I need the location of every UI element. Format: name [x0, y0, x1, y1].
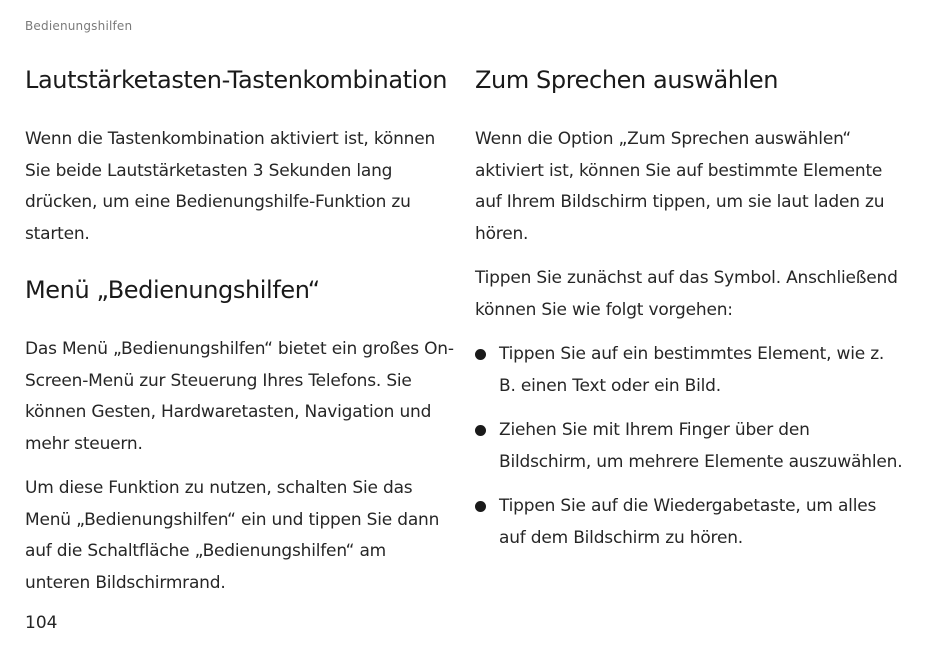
paragraph-accessibility-menu-usage: Um diese Funktion zu nutzen, schalten Sie das Menü „Bedienungshilfen“ ein und tippen Sie dann auf die Schaltfläche „Bedienungshilfen“ am unteren Bildschirmrand. — [25, 478, 440, 593]
section-header: Bedienungshilfen — [25, 19, 133, 33]
bullet-list — [475, 339, 905, 554]
list-item-text: Ziehen Sie mit Ihrem Finger über den Bildschirm, um mehrere Elemente auszuwählen. — [499, 420, 903, 472]
list-item — [475, 339, 905, 402]
paragraph-select-to-speak: Wenn die Option „Zum Sprechen auswählen“ aktiviert ist, können Sie auf bestimmte Elemente auf Ihrem Bildschirm tippen, um sie laut laden zu hören. — [475, 129, 885, 244]
paragraph-accessibility-menu: Das Menü „Bedienungshilfen“ bietet ein großes On-Screen-Menü zur Steuerung Ihres Telefons. Sie können Gesten, Hardwaretasten, Navigation und mehr steuern. — [25, 339, 454, 454]
paragraph-volume-shortcut: Wenn die Tastenkombination aktiviert ist, können Sie beide Lautstärketasten 3 Sekunden lang drücken, um eine Bedienungshilfe-Funktion zu starten. — [25, 129, 436, 244]
list-item-text: Tippen Sie auf die Wiedergabetaste, um alles auf dem Bildschirm zu hören. — [499, 496, 877, 548]
heading-volume-shortcut: Lautstärketasten-Tastenkombination — [25, 66, 448, 94]
list-item-text: Tippen Sie auf ein bestimmtes Element, wie z. B. einen Text oder ein Bild. — [499, 344, 885, 396]
paragraph-select-to-speak-intro: Tippen Sie zunächst auf das Symbol. Anschließend können Sie wie folgt vorgehen: — [475, 268, 898, 320]
left-column — [25, 60, 455, 599]
page-number: 104 — [25, 613, 58, 633]
bullet-icon — [475, 349, 486, 360]
bullet-icon — [475, 501, 486, 512]
heading-select-to-speak: Zum Sprechen auswählen — [475, 66, 779, 94]
bullet-icon — [475, 425, 486, 436]
heading-accessibility-menu: Menü „Bedienungshilfen“ — [25, 276, 320, 304]
list-item — [475, 415, 905, 478]
right-column — [475, 60, 905, 567]
list-item — [475, 491, 905, 554]
